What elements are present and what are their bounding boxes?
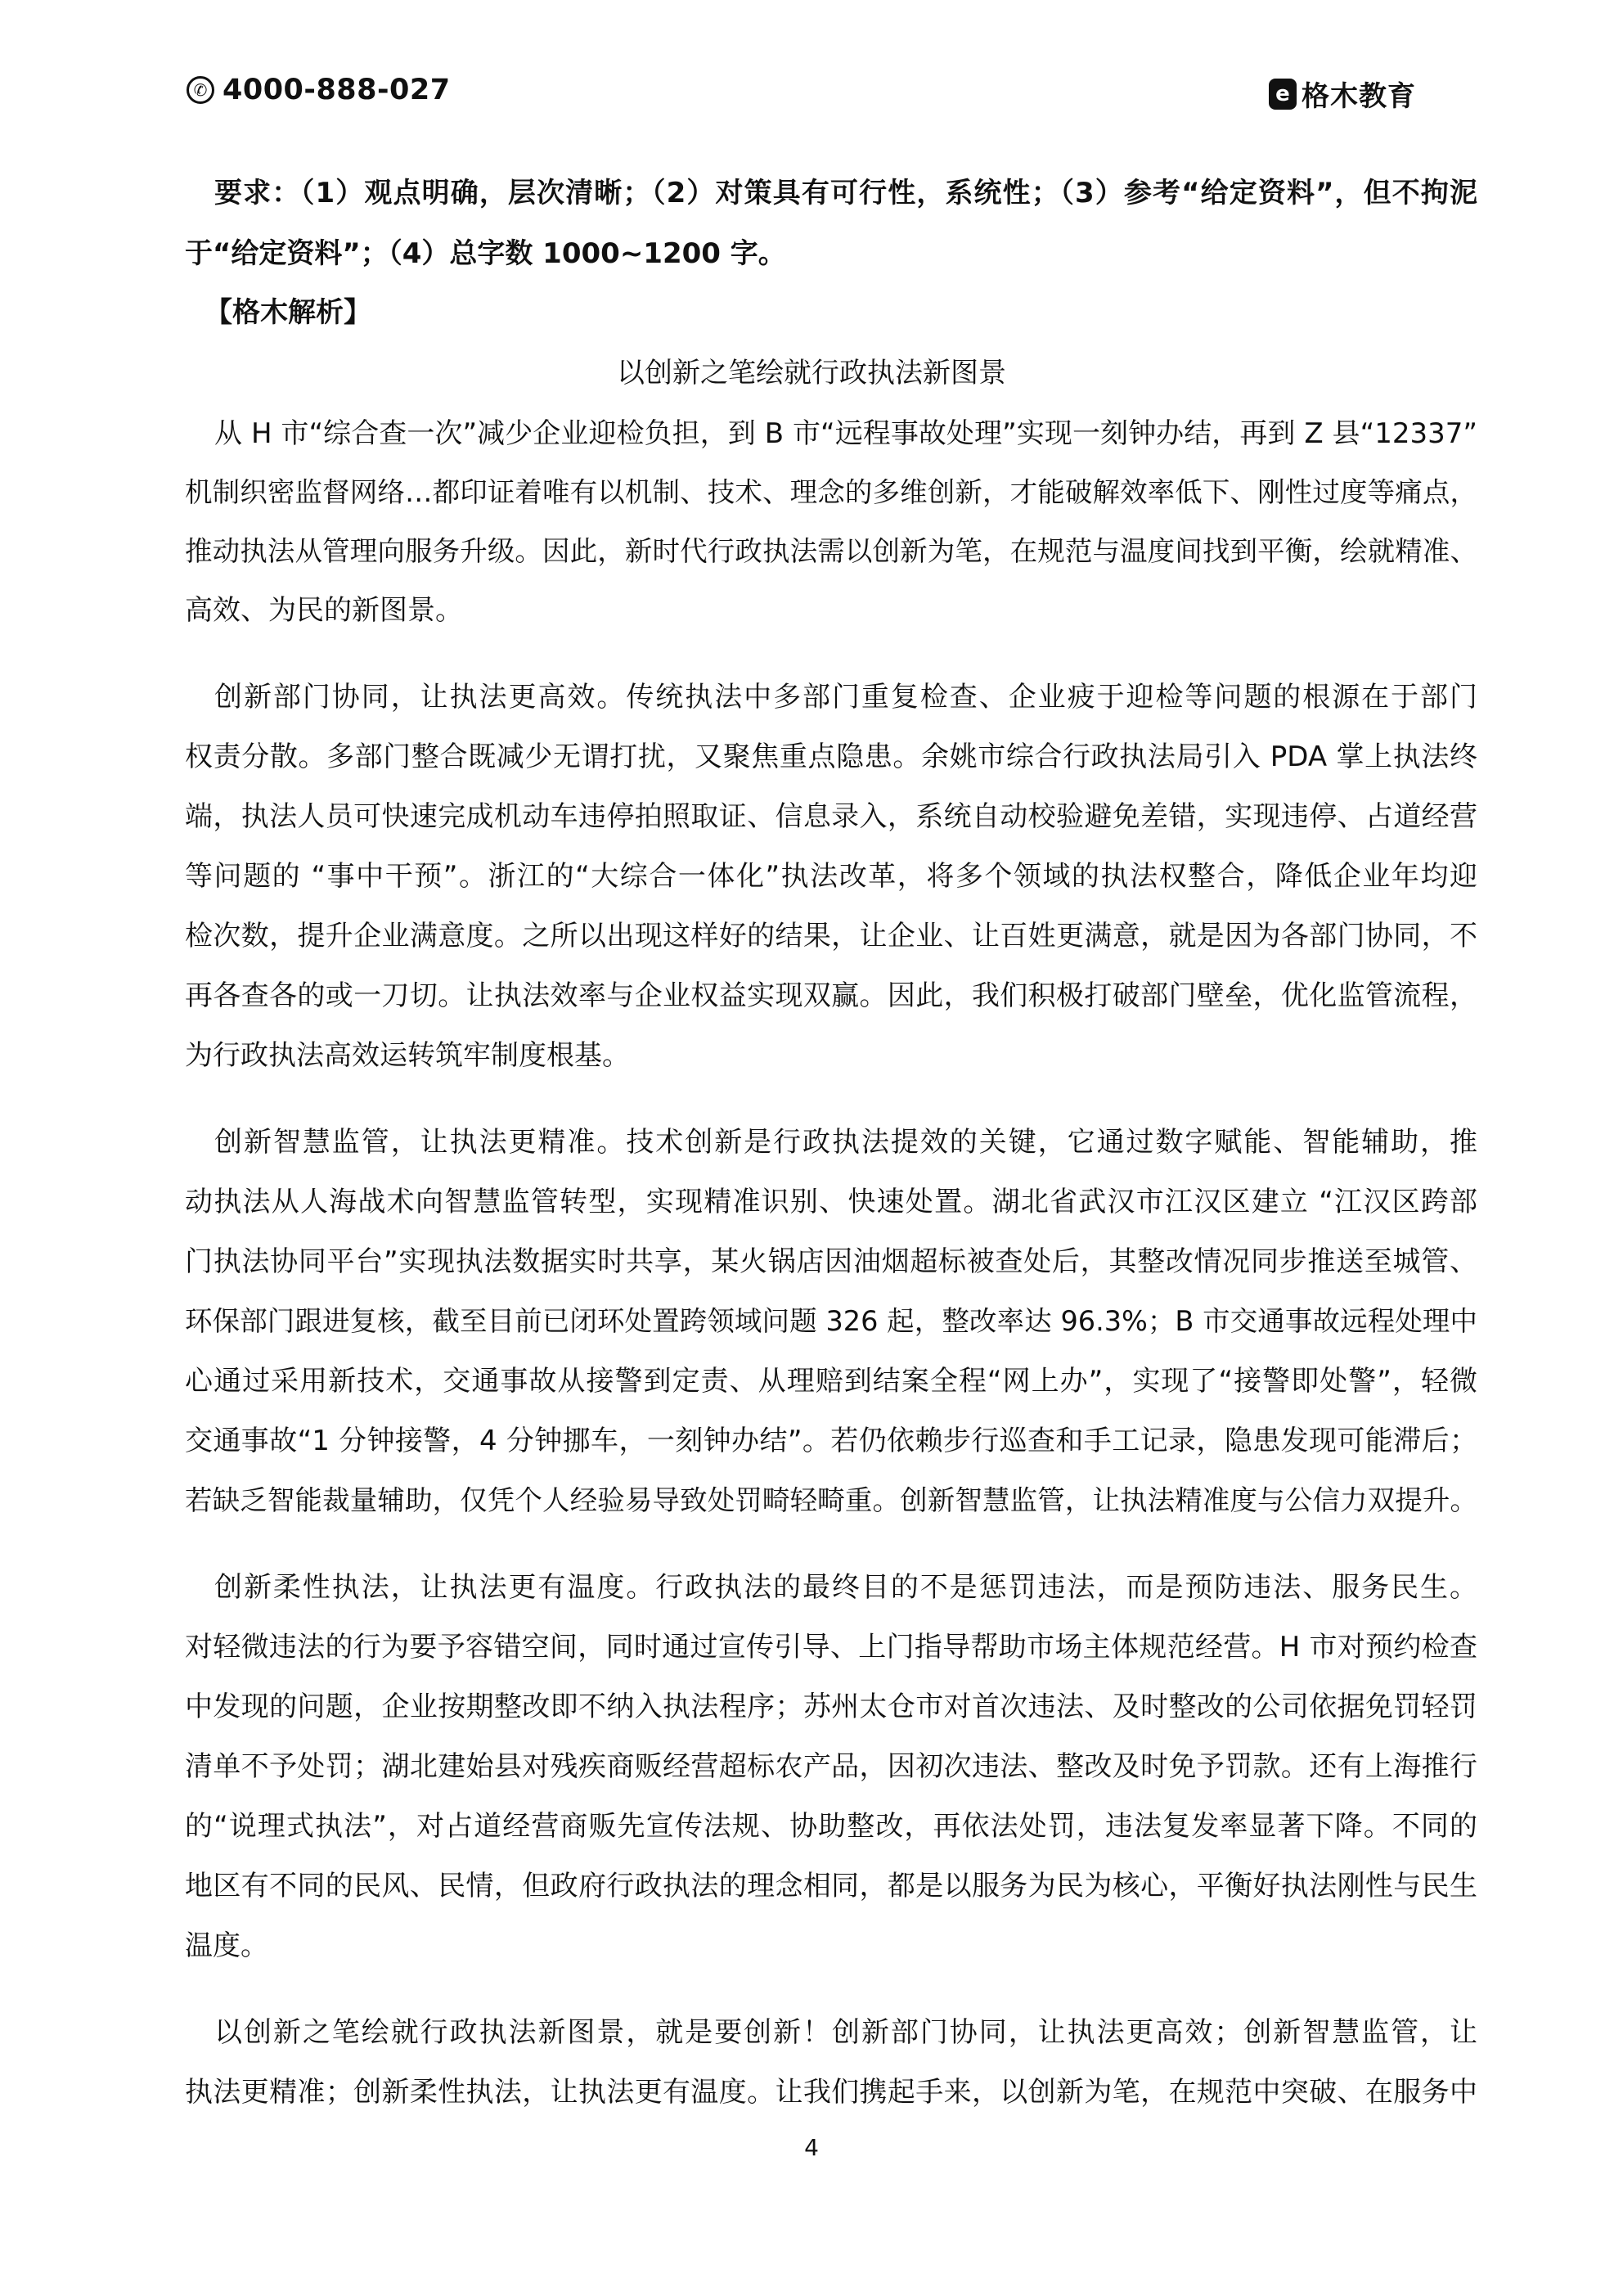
paragraph-line: 对轻微违法的行为要予容错空间，同时通过宣传引导、上门指导帮助市场主体规范经营。H 市对预约检查 — [185, 1631, 1477, 1663]
requirements-line: 要求：（1）观点明确，层次清晰；（2）对策具有可行性，系统性；（3）参考“给定资料”，但不拘泥 — [214, 177, 1477, 209]
paragraph-line: 创新部门协同，让执法更高效。传统执法中多部门重复检查、企业疲于迎检等问题的根源在于部门 — [214, 681, 1477, 714]
paragraph-line: 等问题的 “事中干预”。浙江的“大综合一体化”执法改革，将多个领域的执法权整合，降低企业年均迎 — [185, 860, 1477, 893]
analysis-heading: 【格木解析】 — [205, 296, 371, 329]
essay-title: 以创新之笔绘就行政执法新图景 — [617, 357, 1006, 389]
page-header — [0, 0, 1623, 164]
paragraph-line: 创新柔性执法，让执法更有温度。行政执法的最终目的不是惩罚违法，而是预防违法、服务民生。 — [214, 1571, 1477, 1604]
hotline-number: 4000-888-027 — [223, 74, 451, 106]
brand-logo — [1269, 74, 1416, 114]
brand-name: 格木教育 — [1302, 80, 1416, 113]
paragraph-line: 高效、为民的新图景。 — [185, 594, 463, 627]
paragraph-line: 检次数，提升企业满意度。之所以出现这样好的结果，让企业、让百姓更满意，就是因为各部门协同，不 — [185, 920, 1477, 952]
paragraph-line: 机制织密监督网络…都印证着唯有以机制、技术、理念的多维创新，才能破解效率低下、刚性过度等痛点， — [185, 476, 1477, 508]
paragraph-line: 权责分散。多部门整合既减少无谓打扰，又聚焦重点隐患。余姚市综合行政执法局引入 PDA 掌上执法终 — [185, 741, 1477, 773]
hotline — [187, 74, 451, 106]
paragraph-line: 地区有不同的民风、民情，但政府行政执法的理念相同，都是以服务为民为核心，平衡好执法刚性与民生 — [185, 1870, 1477, 1902]
requirements-line: 于“给定资料”；（4）总字数 1000~1200 字。 — [185, 237, 786, 270]
page-number: 4 — [804, 2134, 819, 2161]
paragraph-line: 的“说理式执法”，对占道经营商贩先宣传法规、协助整改，再依法处罚，违法复发率显著下降。不同的 — [185, 1810, 1477, 1843]
paragraph-line: 温度。 — [185, 1929, 268, 1962]
paragraph-line: 门执法协同平台”实现执法数据实时共享，某火锅店因油烟超标被查处后，其整改情况同步推送至城管、 — [185, 1245, 1477, 1278]
paragraph-line: 中发现的问题，企业按期整改即不纳入执法程序；苏州太仓市对首次违法、及时整改的公司依据免罚轻罚 — [185, 1690, 1477, 1723]
paragraph-line: 清单不予处罚；湖北建始县对残疾商贩经营超标农产品，因初次违法、整改及时免予罚款。还有上海推行 — [185, 1750, 1477, 1783]
phone-icon: ✆ — [187, 76, 214, 104]
paragraph-line: 以创新之笔绘就行政执法新图景，就是要创新！创新部门协同，让执法更高效；创新智慧监管，让 — [214, 2016, 1477, 2049]
paragraph-line: 从 H 市“综合查一次”减少企业迎检负担，到 B 市“远程事故处理”实现一刻钟办结，再到 Z 县“12337” — [214, 417, 1477, 450]
paragraph-line: 交通事故“1 分钟接警，4 分钟挪车，一刻钟办结”。若仍依赖步行巡查和手工记录，隐患发现可能滞后； — [185, 1425, 1477, 1457]
paragraph-line: 环保部门跟进复核，截至目前已闭环处置跨领域问题 326 起，整改率达 96.3%；B 市交通事故远程处理中 — [185, 1305, 1477, 1337]
logo-mark-icon: e — [1269, 79, 1297, 110]
paragraph-line: 创新智慧监管，让执法更精准。技术创新是行政执法提效的关键，它通过数字赋能、智能辅助，推 — [214, 1126, 1477, 1159]
paragraph-line: 再各查各的或一刀切。让执法效率与企业权益实现双赢。因此，我们积极打破部门壁垒，优化监管流程， — [185, 979, 1477, 1012]
paragraph-line: 心通过采用新技术，交通事故从接警到定责、从理赔到结案全程“网上办”，实现了“接警即处警”，轻微 — [185, 1365, 1477, 1398]
paragraph-line: 推动执法从管理向服务升级。因此，新时代行政执法需以创新为笔，在规范与温度间找到平衡，绘就精准、 — [185, 535, 1477, 567]
paragraph-line: 端，执法人员可快速完成机动车违停拍照取证、信息录入，系统自动校验避免差错，实现违停、占道经营 — [185, 800, 1477, 833]
paragraph-line: 执法更精准；创新柔性执法，让执法更有温度。让我们携起手来，以创新为笔，在规范中突破、在服务中 — [185, 2076, 1477, 2109]
paragraph-line: 为行政执法高效运转筑牢制度根基。 — [185, 1039, 630, 1072]
paragraph-line: 若缺乏智能裁量辅助，仅凭个人经验易导致处罚畸轻畸重。创新智慧监管，让执法精准度与公信力双提升。 — [185, 1484, 1477, 1516]
paragraph-line: 动执法从人海战术向智慧监管转型，实现精准识别、快速处置。湖北省武汉市江汉区建立 “江汉区跨部 — [185, 1186, 1477, 1218]
